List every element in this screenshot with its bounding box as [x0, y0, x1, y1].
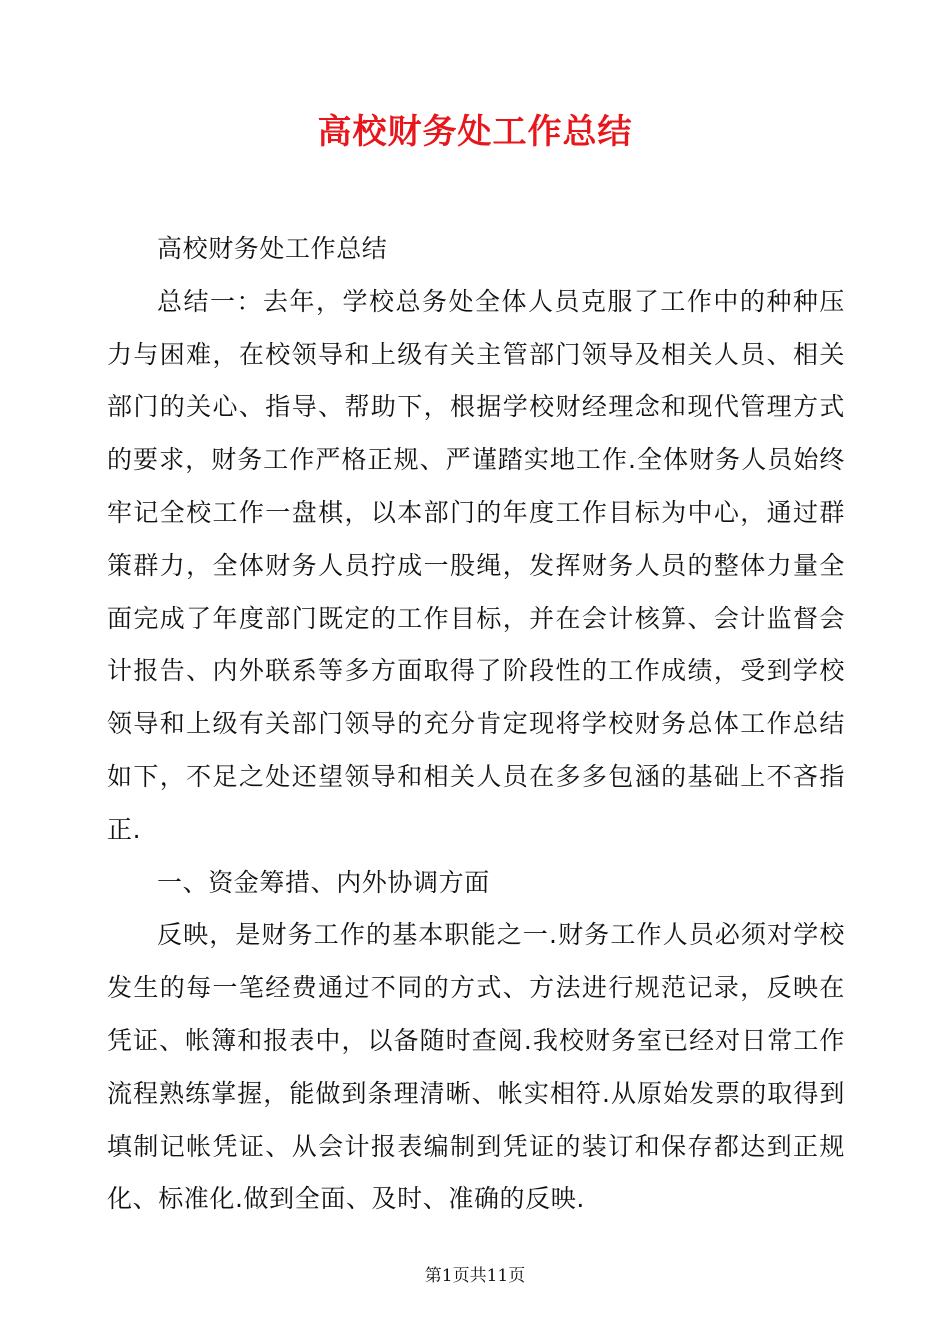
section-heading: 一、资金筹措、内外协调方面 [157, 867, 490, 897]
summary-paragraph: 总结一：去年，学校总务处全体人员克服了工作中的种种压力与困难，在校领导和上级有关主管部门领导及相关人员、相关部门的关心、指导、帮助下，根据学校财经理念和现代管理方式的要求，财务工作严格正规、严谨踏实地工作.全体财务人员始终牢记全校工作一盘棋，以本部门的年度工作目标为中心，通过群策群力，全体财务人员拧成一股绳，发挥财务人员的整体力量全面完成了年度部门既定的工作目标，并在会计核算、会计监督会计报告、内外联系等多方面取得了阶段性的工作成绩，受到学校领导和上级有关部门领导的充分肯定现将学校财务总体工作总结如下，不足之处还望领导和相关人员在多多包涵的基础上不吝指正. [107, 286, 845, 844]
document-body [107, 223, 845, 1226]
document-title: 高校财务处工作总结 [317, 112, 633, 152]
page-number-footer: 第1页共11页 [424, 1266, 526, 1286]
subtitle-paragraph: 高校财务处工作总结 [157, 234, 388, 263]
section-paragraph: 反映，是财务工作的基本职能之一.财务工作人员必须对学校发生的每一笔经费通过不同的方式、方法进行规范记录，反映在凭证、帐簿和报表中，以备随时查阅.我校财务室已经对日常工作流程熟练掌握，能做到条理清晰、帐实相符.从原始发票的取得到填制记帐凭证、从会计报表编制到凭证的装订和保存都达到正规化、标准化.做到全面、及时、准确的反映. [107, 920, 845, 1214]
